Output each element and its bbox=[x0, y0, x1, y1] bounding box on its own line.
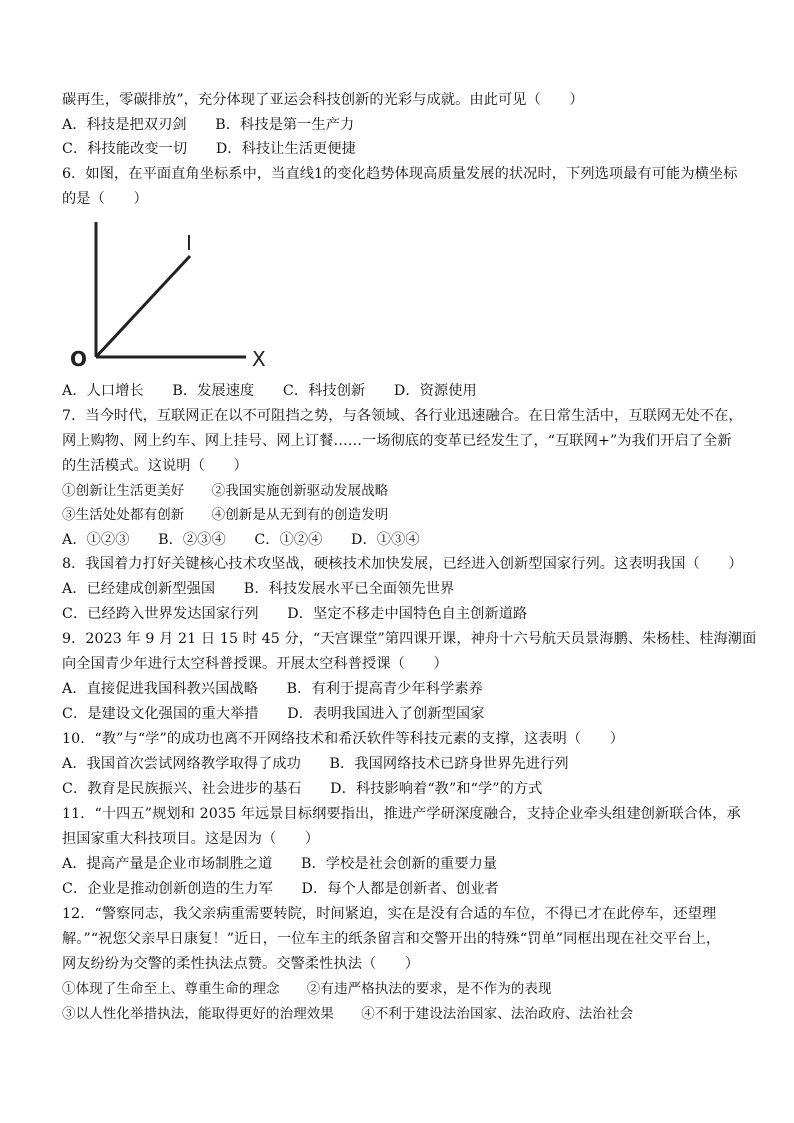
origin-label: O bbox=[70, 347, 88, 371]
option-line: C．企业是推动创新创造的生力军 D．每个人都是创新者、创业者 bbox=[62, 881, 499, 897]
option-line: C．教育是民族振兴、社会进步的基石 D．科技影响着“教”和“学”的方式 bbox=[62, 781, 543, 797]
text-line: 的生活模式。这说明（ ） bbox=[62, 458, 248, 474]
question-11: 11．“十四五”规划和 2035 年远景目标纲要指出，推进产学研深度融合，支持企业牵头组建创新联合体，承 bbox=[62, 806, 741, 822]
trend-line-l bbox=[96, 256, 190, 357]
option-line: A．直接促进我国科教兴国战略 B．有利于提高青少年科学素养 bbox=[62, 681, 483, 697]
text-line: 解。”“祝您父亲早日康复！”近日，一位车主的纸条留言和交警开出的特殊“罚单”同框出现在社交平台上， bbox=[62, 931, 721, 947]
statement-line: ①创新让生活更美好 ②我国实施创新驱动发展战略 bbox=[62, 483, 389, 499]
text-line: 网友纷纷为交警的柔性执法点赞。交警柔性执法（ ） bbox=[62, 956, 420, 972]
text-line: 向全国青少年进行太空科普授课。开展太空科普授课（ ） bbox=[62, 656, 448, 672]
option-line: A．已经建成创新型强国 B．科技发展水平已全面领先世界 bbox=[62, 581, 455, 597]
coordinate-figure bbox=[66, 214, 286, 374]
question-12: 12．“警察同志，我父亲病重需要转院，时间紧迫，实在是没有合适的车位，不得已才在此停车，还望理 bbox=[62, 906, 717, 922]
text-line: 担国家重大科技项目。这是因为（ ） bbox=[62, 831, 320, 847]
option-line: A．我国首次尝试网络教学取得了成功 B．我国网络技术已跻身世界先进行列 bbox=[62, 756, 569, 772]
option-line: A．科技是把双刃剑 B．科技是第一生产力 bbox=[62, 117, 355, 133]
option-line: C．已经跨入世界发达国家行列 D．坚定不移走中国特色自主创新道路 bbox=[62, 606, 528, 622]
option-line: A．人口增长 B．发展速度 C．科技创新 D．资源使用 bbox=[62, 383, 477, 399]
statement-line: ①体现了生命至上、尊重生命的理念 ②有违严格执法的要求，是不作为的表现 bbox=[62, 981, 552, 997]
question-6: 6．如图，在平面直角坐标系中，当直线1的变化趋势体现高质量发展的状况时，下列选项最有可能为横坐标 bbox=[62, 166, 738, 182]
x-axis-label: X bbox=[252, 347, 266, 371]
option-line: A．提高产量是企业市场制胜之道 B．学校是社会创新的重要力量 bbox=[62, 856, 498, 872]
question-9: 9．2023 年 9 月 21 日 15 时 45 分，“天宫课堂”第四课开课，神舟十六号航天员景海鹏、朱杨桂、桂海潮面 bbox=[62, 631, 757, 647]
statement-line: ③生活处处都有创新 ④创新是从无到有的创造发明 bbox=[62, 507, 389, 523]
question-7: 7．当今时代，互联网正在以不可阻挡之势，与各领域、各行业迅速融合。在日常生活中，互联网无处不在， bbox=[62, 408, 743, 424]
option-line: A．①②③ B．②③④ C．①②④ D．①③④ bbox=[62, 532, 420, 548]
question-8: 8．我国着力打好关键核心技术攻坚战，硬核技术加快发展，已经进入创新型国家行列。这表明我国（ ） bbox=[62, 556, 743, 572]
statement-line: ③以人性化举措执法，能取得更好的治理效果 ④不利于建设法治国家、法治政府、法治社会 bbox=[62, 1006, 634, 1022]
option-line: C．是建设文化强国的重大举措 D．表明我国进入了创新型国家 bbox=[62, 706, 485, 722]
line-label: I bbox=[186, 231, 192, 255]
text-line: 碳再生，零碳排放”，充分体现了亚运会科技创新的光彩与成就。由此可见（ ） bbox=[62, 92, 584, 108]
text-line: 的是（ ） bbox=[62, 191, 148, 207]
question-10: 10．“教”与“学”的成功也离不开网络技术和希沃软件等科技元素的支撑，这表明（ ） bbox=[62, 731, 625, 747]
option-line: C．科技能改变一切 D．科技让生活更便捷 bbox=[62, 141, 356, 157]
text-line: 网上购物、网上约车、网上挂号、网上订餐……一场彻底的变革已经发生了，“互联网+”为我们开启了全新 bbox=[62, 433, 732, 449]
